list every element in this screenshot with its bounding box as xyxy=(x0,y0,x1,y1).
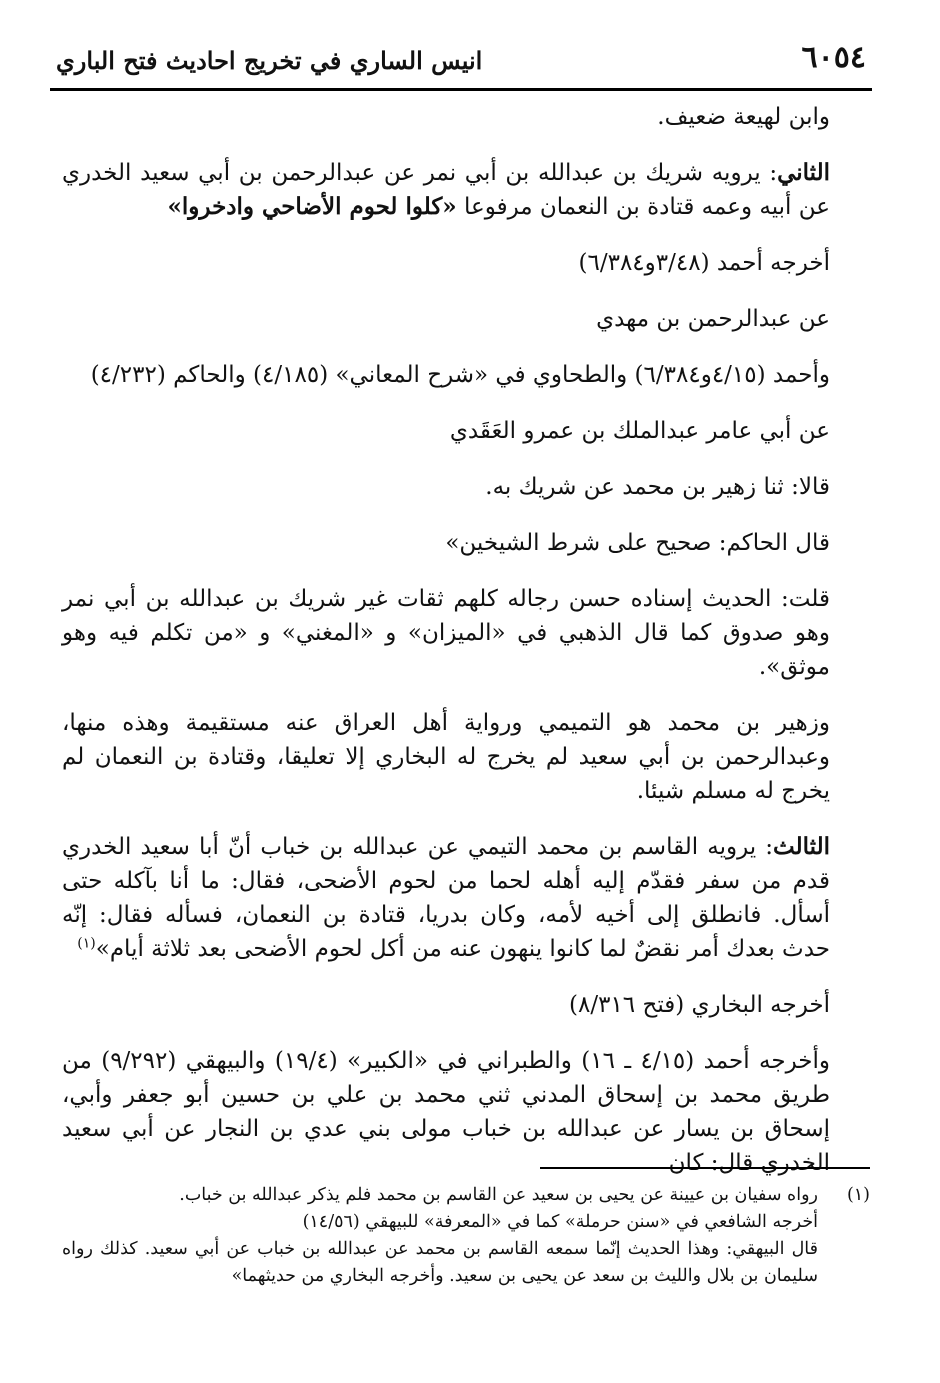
paragraph xyxy=(62,414,870,448)
main-text xyxy=(62,100,870,1202)
footnote xyxy=(62,1182,870,1209)
paragraph-text: وأحمد (٤/١٥و٦/٣٨٤) والطحاوي في «شرح المعاني» (٤/١٨٥) والحاكم (٤/٢٣٢) xyxy=(90,362,830,388)
paragraph xyxy=(62,526,870,560)
footnote-line: قال البيهقي: وهذا الحديث إنّما سمعه القاسم بن محمد عن عبدالله بن خباب عن أبي سعيد. كذلك رواه سليمان بن بلال والليث بن سعد عن يحيى بن سعيد. وأخرجه البخاري من حديثهما» xyxy=(62,1239,818,1286)
paragraph-lead: الثالث xyxy=(773,833,830,860)
footnotes xyxy=(62,1182,870,1290)
footnote-number: (١) xyxy=(846,1185,870,1205)
footnote-line: أخرجه الشافعي في «سنن حرملة» كما في «المعرفة» للبيهقي (١٤/٥٦) xyxy=(302,1212,818,1232)
book-title: انيس الساري في تخريج احاديث فتح الباري xyxy=(56,46,483,75)
paragraph xyxy=(62,246,870,280)
paragraph-text: وأخرجه أحمد (٤/١٥ ـ ١٦) والطبراني في «الكبير» (١٩/٤) والبيهقي (٩/٢٩٢) من طريق محمد بن إسحاق المدني ثني محمد بن علي بن حسين أبو جعفر وأبي، إسحاق بن يسار عن عبدالله بن خباب مولى بني عدي بن النجار عن أبي سعيد الخدري قال: كان xyxy=(62,1048,830,1176)
paragraph-text: أخرجه أحمد (٣/٤٨و٦/٣٨٤) xyxy=(578,250,830,276)
paragraph-lead: الثاني xyxy=(777,159,830,186)
paragraph-text: وزهير بن محمد هو التميمي ورواية أهل العراق عنه مستقيمة وهذه منها، وعبدالرحمن بن أبي سعيد لم يخرج له البخاري إلا تعليقا، وقتادة بن النعمان لم يخرج له مسلم شيئا. xyxy=(62,710,830,804)
paragraph-text: أخرجه البخاري (فتح ٨/٣١٦) xyxy=(569,992,830,1018)
footnote-separator xyxy=(540,1167,870,1169)
hadith-quote: «كلوا لحوم الأضاحي وادخروا» xyxy=(167,193,457,220)
paragraph-text: قلت: الحديث إسناده حسن رجاله كلهم ثقات غير شريك بن عبدالله بن أبي نمر وهو صدوق كما قال الذهبي في «الميزان» و «المغني» و «من تكلم فيه وهو موثق». xyxy=(62,586,830,680)
paragraph-text: وابن لهيعة ضعيف. xyxy=(657,104,830,130)
paragraph xyxy=(62,830,870,966)
paragraph xyxy=(62,302,870,336)
paragraph-text: عن أبي عامر عبدالملك بن عمرو العَقَدي xyxy=(449,418,830,444)
page-number: ٦٠٥٤ xyxy=(801,40,866,75)
paragraph xyxy=(62,100,870,134)
paragraph xyxy=(62,470,870,504)
page-header xyxy=(50,38,872,91)
paragraph xyxy=(62,1044,870,1180)
paragraph-text: قالا: ثنا زهير بن محمد عن شريك به. xyxy=(485,474,830,500)
paragraph-text: : يرويه القاسم بن محمد التيمي عن عبدالله بن خباب أنّ أبا سعيد الخدري قدم من سفر فقدّم إليه أهله لحما من لحوم الأضحى، فقال: ما أنا بآكله حتى أسأل. فانطلق إلى أخيه لأمه، وكان بدريا، قتادة بن النعمان، فسأله فقال: إنّه حدث بعدك أمر نقضٌ لما كانوا ينهون عنه من أكل لحوم الأضحى بعد ثلاثة أيام» xyxy=(62,834,830,962)
paragraph xyxy=(62,358,870,392)
footnote-ref[interactable]: (١) xyxy=(77,935,96,952)
paragraph-text: : يرويه شريك بن عبدالله بن أبي نمر عن عبدالرحمن بن أبي سعيد الخدري عن أبيه وعمه قتادة بن النعمان مرفوعا xyxy=(62,160,830,220)
paragraph xyxy=(62,706,870,808)
paragraph-text: عن عبدالرحمن بن مهدي xyxy=(596,306,830,332)
footnote-line: رواه سفيان بن عيينة عن يحيى بن سعيد عن القاسم بن محمد فلم يذكر عبدالله بن خباب. xyxy=(179,1185,818,1205)
paragraph xyxy=(62,156,870,224)
paragraph xyxy=(62,582,870,684)
paragraph xyxy=(62,988,870,1022)
paragraph-text: قال الحاكم: صحيح على شرط الشيخين» xyxy=(445,530,830,556)
